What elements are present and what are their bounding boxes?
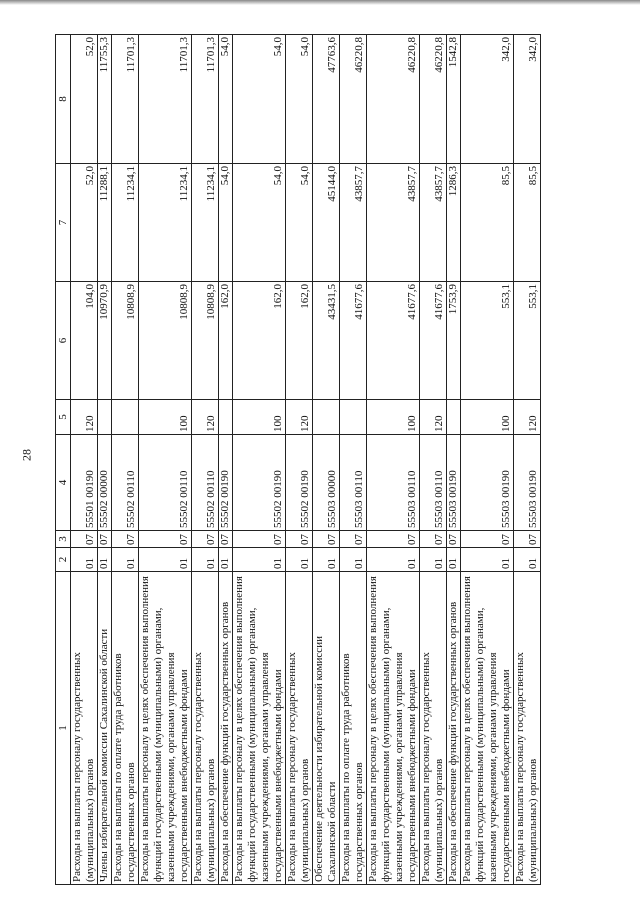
row-value-col7: 11234,1: [192, 164, 219, 282]
row-value-col7: 11288,1: [98, 164, 112, 282]
row-value-col6: 10808,9: [139, 282, 192, 400]
row-value-col7: 45144,0: [313, 164, 340, 282]
row-value-col8: 54,0: [233, 35, 286, 164]
row-value-col7: 11234,1: [139, 164, 192, 282]
row-expense-type: 120: [71, 400, 98, 435]
table-row: [139, 35, 192, 885]
row-expense-type: [447, 400, 461, 435]
table-row: [514, 35, 541, 885]
row-name: Расходы на выплаты персоналу государственных (муниципальных) органов: [286, 572, 313, 885]
row-value-col8: 11701,3: [112, 35, 139, 164]
row-section: 01: [192, 548, 219, 572]
row-expense-type: [340, 400, 367, 435]
row-value-col7: 1286,3: [447, 164, 461, 282]
row-subsection: 07: [233, 531, 286, 548]
budget-table: [55, 34, 541, 885]
header-cell: 6: [56, 282, 71, 400]
row-section: 01: [139, 548, 192, 572]
table-row: [340, 35, 367, 885]
row-expense-type: 120: [420, 400, 447, 435]
table-row: [461, 35, 514, 885]
row-target-article: 55503 00000: [313, 435, 340, 531]
row-value-col8: 11755,3: [98, 35, 112, 164]
row-expense-type: 100: [139, 400, 192, 435]
rotated-page: [55, 35, 615, 885]
row-expense-type: [112, 400, 139, 435]
row-value-col6: 10970,9: [98, 282, 112, 400]
row-value-col6: 10808,9: [112, 282, 139, 400]
row-value-col8: 46220,8: [367, 35, 420, 164]
row-expense-type: 120: [286, 400, 313, 435]
row-subsection: 07: [112, 531, 139, 548]
row-name: Расходы на обеспечение функций государственных органов: [447, 572, 461, 885]
table-row: [233, 35, 286, 885]
row-name: Расходы на выплаты персоналу государственных (муниципальных) органов: [420, 572, 447, 885]
row-value-col6: 104,0: [71, 282, 98, 400]
row-section: 01: [98, 548, 112, 572]
row-section: 01: [233, 548, 286, 572]
row-value-col8: 342,0: [514, 35, 541, 164]
row-value-col7: 85,5: [514, 164, 541, 282]
row-value-col8: 47763,6: [313, 35, 340, 164]
page-number: 28: [19, 449, 34, 461]
row-name: Расходы на выплаты персоналу государственных (муниципальных) органов: [192, 572, 219, 885]
row-expense-type: [98, 400, 112, 435]
row-subsection: 07: [420, 531, 447, 548]
row-name: Обеспечение деятельности избирательной комиссии Сахалинской области: [313, 572, 340, 885]
row-value-col6: 43431,5: [313, 282, 340, 400]
row-target-article: 55503 00190: [514, 435, 541, 531]
row-value-col7: 11234,1: [112, 164, 139, 282]
row-name: Расходы на выплаты персоналу в целях обеспечения выполнения функций государственными (муниципальными) органами, казенными учреждениями, органами управления государственными внебюджетными фондами: [367, 572, 420, 885]
row-value-col8: 11701,3: [139, 35, 192, 164]
row-value-col8: 342,0: [461, 35, 514, 164]
row-name: Расходы на выплаты персоналу в целях обеспечения выполнения функций государственными (муниципальными) органами, казенными учреждениями, органами управления государственными внебюджетными фондами: [461, 572, 514, 885]
row-subsection: 07: [98, 531, 112, 548]
table-row: [313, 35, 340, 885]
row-name: Расходы на обеспечение функций государственных органов: [219, 572, 233, 885]
header-cell: 2: [56, 548, 71, 572]
row-value-col7: 43857,7: [420, 164, 447, 282]
row-value-col7: 43857,7: [340, 164, 367, 282]
row-value-col8: 46220,8: [420, 35, 447, 164]
row-expense-type: 100: [367, 400, 420, 435]
row-section: 01: [286, 548, 313, 572]
row-section: 01: [219, 548, 233, 572]
row-value-col8: 54,0: [219, 35, 233, 164]
row-section: 01: [367, 548, 420, 572]
row-value-col8: 54,0: [286, 35, 313, 164]
table-row: [71, 35, 98, 885]
row-target-article: 55502 00190: [219, 435, 233, 531]
row-subsection: 07: [286, 531, 313, 548]
row-value-col6: 162,0: [233, 282, 286, 400]
row-subsection: 07: [447, 531, 461, 548]
row-target-article: 55503 00110: [340, 435, 367, 531]
row-name: Расходы на выплаты по оплате труда работников государственных органов: [340, 572, 367, 885]
row-value-col6: 162,0: [219, 282, 233, 400]
header-cell: 8: [56, 35, 71, 164]
row-expense-type: [219, 400, 233, 435]
row-subsection: 07: [192, 531, 219, 548]
row-value-col8: 1542,8: [447, 35, 461, 164]
row-value-col6: 41677,6: [367, 282, 420, 400]
table-row: [286, 35, 313, 885]
header-cell: 4: [56, 435, 71, 531]
row-value-col7: 52,0: [71, 164, 98, 282]
row-target-article: 55502 00190: [286, 435, 313, 531]
row-target-article: 55502 00000: [98, 435, 112, 531]
header-cell: 5: [56, 400, 71, 435]
row-expense-type: 120: [514, 400, 541, 435]
row-section: 01: [461, 548, 514, 572]
row-target-article: 55503 00110: [367, 435, 420, 531]
row-target-article: 55502 00110: [139, 435, 192, 531]
row-expense-type: 100: [233, 400, 286, 435]
row-subsection: 07: [219, 531, 233, 548]
row-expense-type: 100: [461, 400, 514, 435]
row-subsection: 07: [139, 531, 192, 548]
row-expense-type: [313, 400, 340, 435]
row-target-article: 55503 00190: [461, 435, 514, 531]
row-name: Члены избирательной комиссии Сахалинской области: [98, 572, 112, 885]
row-value-col7: 43857,7: [367, 164, 420, 282]
table-row: [192, 35, 219, 885]
row-target-article: 55502 00110: [112, 435, 139, 531]
row-subsection: 07: [71, 531, 98, 548]
row-section: 01: [447, 548, 461, 572]
row-value-col8: 11701,3: [192, 35, 219, 164]
row-name: Расходы на выплаты персоналу в целях обеспечения выполнения функций государственными (муниципальными) органами, казенными учреждениями, органами управления государственными внебюджетными фондами: [139, 572, 192, 885]
row-value-col7: 85,5: [461, 164, 514, 282]
row-subsection: 07: [340, 531, 367, 548]
header-cell: 3: [56, 531, 71, 548]
row-value-col7: 54,0: [233, 164, 286, 282]
row-expense-type: 120: [192, 400, 219, 435]
row-value-col6: 162,0: [286, 282, 313, 400]
header-cell: 7: [56, 164, 71, 282]
row-value-col6: 41677,6: [340, 282, 367, 400]
row-value-col6: 1753,9: [447, 282, 461, 400]
row-target-article: 55503 00110: [420, 435, 447, 531]
row-target-article: 55501 00190: [71, 435, 98, 531]
scan-edge: [0, 0, 640, 5]
row-value-col8: 52,0: [71, 35, 98, 164]
table-row: [420, 35, 447, 885]
table-row: [367, 35, 420, 885]
row-target-article: 55502 00110: [192, 435, 219, 531]
row-section: 01: [340, 548, 367, 572]
row-target-article: 55503 00190: [447, 435, 461, 531]
row-value-col6: 553,1: [461, 282, 514, 400]
row-name: Расходы на выплаты персоналу государственных (муниципальных) органов: [71, 572, 98, 885]
row-value-col6: 10808,9: [192, 282, 219, 400]
row-value-col6: 41677,6: [420, 282, 447, 400]
table-row: [98, 35, 112, 885]
row-subsection: 07: [461, 531, 514, 548]
row-subsection: 07: [514, 531, 541, 548]
header-cell: 1: [56, 572, 71, 885]
row-subsection: 07: [313, 531, 340, 548]
table-row: [219, 35, 233, 885]
row-name: Расходы на выплаты по оплате труда работников государственных органов: [112, 572, 139, 885]
row-section: 01: [313, 548, 340, 572]
row-target-article: 55502 00190: [233, 435, 286, 531]
row-value-col6: 553,1: [514, 282, 541, 400]
row-section: 01: [514, 548, 541, 572]
row-name: Расходы на выплаты персоналу государственных (муниципальных) органов: [514, 572, 541, 885]
table-row: [112, 35, 139, 885]
row-section: 01: [420, 548, 447, 572]
row-value-col7: 54,0: [286, 164, 313, 282]
row-value-col8: 46220,8: [340, 35, 367, 164]
row-name: Расходы на выплаты персоналу в целях обеспечения выполнения функций государственными (муниципальными) органами, казенными учреждениями, органами управления государственными внебюджетными фондами: [233, 572, 286, 885]
table-row: [447, 35, 461, 885]
row-value-col7: 54,0: [219, 164, 233, 282]
row-subsection: 07: [367, 531, 420, 548]
row-section: 01: [112, 548, 139, 572]
row-section: 01: [71, 548, 98, 572]
table-header-row: [56, 35, 71, 885]
table-body: [71, 35, 541, 885]
